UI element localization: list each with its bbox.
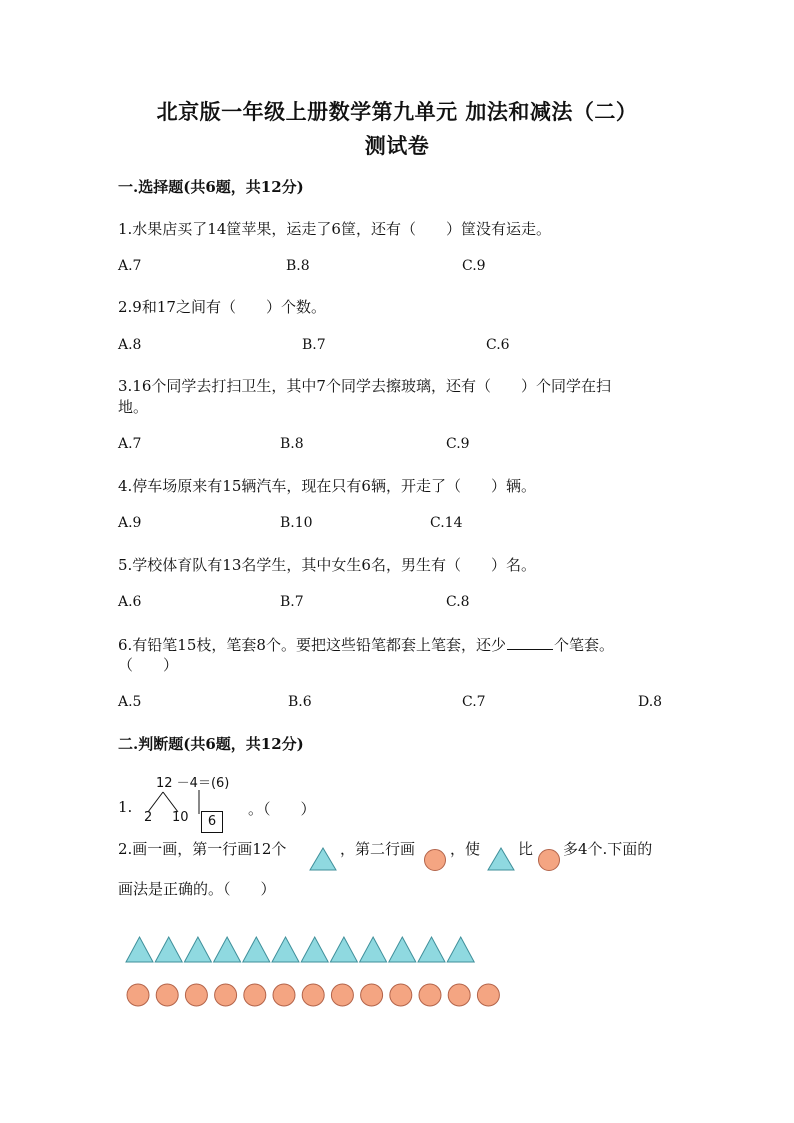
judge-2-part3: ，使 [450, 840, 481, 858]
q4-option-a[interactable]: A.9 [118, 515, 142, 531]
section-heading-choice: 一.选择题(共6题，共12分) [118, 178, 304, 196]
question-6-line1 [118, 634, 614, 655]
question-6-line2: （ ） [118, 656, 179, 674]
q2-option-a[interactable]: A.8 [118, 337, 142, 353]
q3-option-b[interactable]: B.8 [280, 436, 304, 452]
judge-2-part4: 比 [518, 840, 534, 858]
q5-option-b[interactable]: B.7 [280, 594, 304, 610]
circle-shape [448, 984, 470, 1006]
triangle-shape [418, 937, 445, 962]
circle-shape [302, 984, 324, 1006]
split-line-right [163, 792, 178, 812]
q5-option-a[interactable]: A.6 [118, 594, 142, 610]
triangle-shape [360, 937, 387, 962]
circle-shape [477, 984, 499, 1006]
equation: 12 －4＝(6) [156, 776, 230, 791]
split-right-number: 10 [172, 810, 189, 825]
q6-option-c[interactable]: C.7 [462, 694, 486, 710]
circle-shape [215, 984, 237, 1006]
split-left-number: 2 [144, 810, 153, 825]
q2-option-c[interactable]: C.6 [486, 337, 510, 353]
q1-option-b[interactable]: B.8 [286, 258, 310, 274]
triangle-shape [389, 937, 416, 962]
question-5: 5.学校体育队有13名学生，其中女生6名，男生有（ ）名。 [118, 556, 536, 574]
q6-option-b[interactable]: B.6 [288, 694, 312, 710]
judge-2-line2: 画法是正确的。（ ） [118, 880, 276, 898]
circle-shape [244, 984, 266, 1006]
triangle-shape [243, 937, 270, 962]
triangle-shape [330, 937, 357, 962]
question-6-text-part1: 6.有铅笔15枝，笔套8个。要把这些铅笔都套上笔套，还少 [118, 636, 506, 654]
judge-2-part1: 2.画一画，第一行画12个 [118, 840, 287, 858]
judge-1-number: 1. [118, 798, 133, 816]
triangle-row-svg [124, 934, 504, 968]
q3-option-a[interactable]: A.7 [118, 436, 142, 452]
q4-option-c[interactable]: C.14 [430, 515, 463, 531]
q3-option-c[interactable]: C.9 [446, 436, 470, 452]
question-3-line1: 3.16个同学去打扫卫生，其中7个同学去擦玻璃，还有（ ）个同学在扫 [118, 377, 611, 395]
q2-option-b[interactable]: B.7 [302, 337, 326, 353]
question-4: 4.停车场原来有15辆汽车，现在只有6辆，开走了（ ）辆。 [118, 477, 536, 495]
triangle-shape [214, 937, 241, 962]
triangle-shape [301, 937, 328, 962]
judge-2-part5: 多4个.下面的 [563, 840, 653, 858]
q6-option-a[interactable]: A.5 [118, 694, 142, 710]
triangle-row [124, 934, 504, 968]
q5-option-c[interactable]: C.8 [446, 594, 470, 610]
triangle-shape [272, 937, 299, 962]
triangle-shape [447, 937, 474, 962]
q1-option-c[interactable]: C.9 [462, 258, 486, 274]
page-subtitle: 测试卷 [364, 133, 430, 158]
circle-shape [156, 984, 178, 1006]
q1-option-a[interactable]: A.7 [118, 258, 142, 274]
triangle-shape [126, 937, 153, 962]
question-3-line2: 地。 [118, 398, 149, 416]
split-line-left [148, 792, 163, 812]
triangle-icon [486, 846, 516, 872]
answer-blank [507, 637, 553, 650]
circle-shape [185, 984, 207, 1006]
section-heading-judge: 二.判断题(共6题，共12分) [118, 735, 304, 753]
circle-shape [331, 984, 353, 1006]
page-title: 北京版一年级上册数学第九单元 加法和减法（二） [156, 99, 638, 124]
judge-2-part2: ，第二行画 [340, 840, 416, 858]
answer-box: 6 [201, 811, 223, 833]
circle-shape [127, 984, 149, 1006]
q4-option-b[interactable]: B.10 [280, 515, 313, 531]
triangle-shape [184, 937, 211, 962]
circle-shape [361, 984, 383, 1006]
triangle-icon [308, 846, 338, 872]
question-2: 2.9和17之间有（ ）个数。 [118, 298, 326, 316]
circle-shape [390, 984, 412, 1006]
circle-icon [423, 848, 447, 872]
circle-shape [419, 984, 441, 1006]
circle-row [125, 982, 545, 1008]
question-1: 1.水果店买了14筐苹果，运走了6筐，还有（ ）筐没有运走。 [118, 220, 551, 238]
question-6-text-part2: 个笔套。 [553, 636, 614, 654]
q6-option-d[interactable]: D.8 [638, 694, 663, 710]
triangle-shape [155, 937, 182, 962]
circle-shape [273, 984, 295, 1006]
circle-row-svg [125, 982, 545, 1008]
circle-icon [537, 848, 561, 872]
judge-1-bracket: 。（ ） [248, 800, 316, 818]
